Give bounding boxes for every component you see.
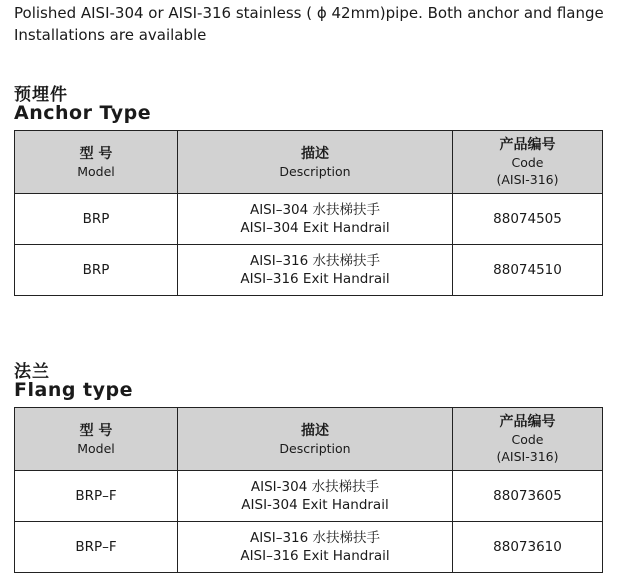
description-cell	[178, 194, 453, 245]
code-cell: 88073605	[453, 471, 603, 522]
header-model-en: Model	[77, 163, 115, 179]
flange-title-cn: 法兰	[14, 362, 50, 382]
header-model-en: Model	[77, 440, 115, 456]
description-cn: AISI–316 水扶梯扶手	[249, 253, 381, 269]
header-code-note: (AISI-316)	[496, 449, 559, 464]
anchor-table	[14, 130, 603, 296]
intro-text	[14, 2, 614, 46]
table-row	[15, 245, 603, 296]
description-cn: AISI-304 水扶梯扶手	[250, 479, 380, 495]
description-en: AISI-304 Exit Handrail	[241, 497, 389, 513]
header-description	[178, 131, 453, 194]
description-cell	[178, 471, 453, 522]
description-cell	[178, 245, 453, 296]
header-code-cn: 产品编号	[499, 414, 556, 430]
description-cn: AISI–316 水扶梯扶手	[249, 530, 381, 546]
description-cn: AISI–304 水扶梯扶手	[249, 202, 381, 218]
header-code-note: (AISI-316)	[496, 172, 559, 187]
anchor-title-cn: 预埋件	[14, 85, 68, 105]
code-cell: 88074510	[453, 245, 603, 296]
code-cell: 88073610	[453, 522, 603, 573]
model-cell: BRP	[15, 194, 178, 245]
description-en: AISI–304 Exit Handrail	[240, 220, 390, 236]
model-cell: BRP–F	[15, 522, 178, 573]
flange-table	[14, 407, 603, 573]
header-code	[453, 131, 603, 194]
anchor-title-en: Anchor Type	[14, 102, 152, 124]
description-en: AISI–316 Exit Handrail	[240, 271, 390, 287]
table-header-row	[15, 408, 603, 471]
flange-title-en: Flang type	[14, 379, 134, 401]
code-cell: 88074505	[453, 194, 603, 245]
header-description	[178, 408, 453, 471]
intro-line-2: Installations are available	[14, 26, 207, 44]
table-header-row	[15, 131, 603, 194]
table-row	[15, 471, 603, 522]
table-row	[15, 522, 603, 573]
description-cell	[178, 522, 453, 573]
header-code	[453, 408, 603, 471]
header-model-cn: 型 号	[79, 145, 113, 162]
header-model	[15, 408, 178, 471]
header-code-en: Code	[511, 432, 544, 447]
header-desc-cn: 描述	[301, 145, 329, 162]
table-row	[15, 194, 603, 245]
header-desc-cn: 描述	[301, 422, 329, 439]
header-code-cn: 产品编号	[499, 137, 556, 153]
intro-line-1: Polished AISI-304 or AISI-316 stainless ( ϕ 42mm)pipe. Both anchor and flange	[14, 4, 604, 22]
header-desc-en: Description	[279, 440, 351, 456]
header-model	[15, 131, 178, 194]
header-code-en: Code	[511, 155, 544, 170]
model-cell: BRP	[15, 245, 178, 296]
description-en: AISI–316 Exit Handrail	[240, 548, 390, 564]
header-desc-en: Description	[279, 163, 351, 179]
header-model-cn: 型 号	[79, 422, 113, 439]
model-cell: BRP–F	[15, 471, 178, 522]
